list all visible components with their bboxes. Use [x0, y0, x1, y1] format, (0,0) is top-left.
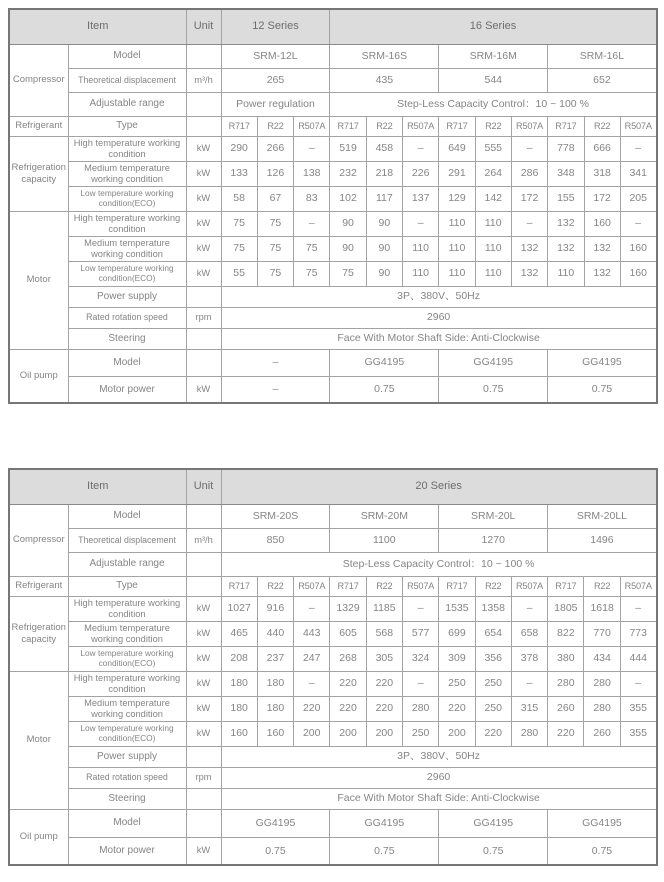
row-label-cell: Low temperature working condition(ECO)	[68, 186, 186, 211]
unit-cell: kW	[186, 671, 221, 696]
value-cell: 1496	[548, 528, 657, 552]
value-cell: 75	[294, 261, 330, 286]
value-cell: SRM-16L	[548, 44, 657, 68]
header-cell: 16 Series	[330, 9, 657, 44]
value-cell: 132	[511, 261, 547, 286]
value-cell: 250	[475, 696, 511, 721]
value-cell: 658	[511, 621, 547, 646]
header-cell: Item	[9, 9, 186, 44]
value-cell: 1027	[221, 596, 257, 621]
value-cell: 378	[511, 646, 547, 671]
value-cell: 822	[548, 621, 584, 646]
unit-cell	[186, 286, 221, 307]
value-cell: 220	[366, 696, 402, 721]
row-label-cell: Rated rotation speed	[68, 307, 186, 328]
category-cell: Refrigeration capacity	[9, 596, 68, 671]
refrigerant-cell: R717	[439, 116, 475, 136]
value-cell: 318	[584, 161, 620, 186]
unit-cell: kW	[186, 161, 221, 186]
unit-cell: kW	[186, 646, 221, 671]
value-cell: 544	[439, 68, 548, 92]
value-cell: 102	[330, 186, 366, 211]
unit-cell	[186, 92, 221, 116]
row-label-cell: Low temperature working condition(ECO)	[68, 261, 186, 286]
value-cell: GG4195	[548, 349, 657, 376]
refrigerant-cell: R717	[439, 576, 475, 596]
unit-cell: kW	[186, 236, 221, 261]
row-label-cell: Theoretical displacement	[68, 68, 186, 92]
value-cell: 280	[584, 696, 620, 721]
unit-cell: kW	[186, 721, 221, 746]
refrigerant-cell: R507A	[294, 116, 330, 136]
value-cell: –	[294, 596, 330, 621]
value-cell: GG4195	[439, 349, 548, 376]
row-label-cell: Model	[68, 44, 186, 68]
unit-cell: rpm	[186, 307, 221, 328]
value-cell: –	[511, 671, 547, 696]
refrigerant-cell: R22	[257, 576, 293, 596]
value-cell: 434	[584, 646, 620, 671]
value-cell: 444	[620, 646, 656, 671]
value-cell: –	[620, 136, 656, 161]
value-cell: 1805	[548, 596, 584, 621]
value-cell: 260	[584, 721, 620, 746]
value-cell: 160	[620, 261, 656, 286]
value-cell: 110	[548, 261, 584, 286]
value-cell: –	[511, 211, 547, 236]
value-cell: –	[403, 211, 439, 236]
value-cell: 90	[366, 236, 402, 261]
value-cell: SRM-20S	[221, 504, 330, 528]
value-cell: 55	[221, 261, 257, 286]
value-cell: 773	[620, 621, 656, 646]
spec-table-20-series	[8, 468, 658, 866]
unit-cell: kW	[186, 376, 221, 403]
refrigerant-cell: R507A	[620, 576, 656, 596]
value-cell: SRM-20M	[330, 504, 439, 528]
value-cell: 435	[330, 68, 439, 92]
value-cell: 260	[548, 696, 584, 721]
value-cell: 110	[403, 261, 439, 286]
value-cell: 226	[403, 161, 439, 186]
value-cell: 290	[221, 136, 257, 161]
value-cell: 250	[475, 671, 511, 696]
row-label-cell: Theoretical displacement	[68, 528, 186, 552]
unit-cell	[186, 504, 221, 528]
value-cell: SRM-20L	[439, 504, 548, 528]
category-cell: Oil pump	[9, 349, 68, 403]
value-cell: 280	[584, 671, 620, 696]
row-label-cell: Medium temperature working condition	[68, 696, 186, 721]
header-cell: Unit	[186, 469, 221, 504]
row-label-cell: High temperature working condition	[68, 671, 186, 696]
value-cell: 180	[257, 671, 293, 696]
value-cell: 110	[439, 236, 475, 261]
row-label-cell: High temperature working condition	[68, 211, 186, 236]
value-cell: 160	[584, 211, 620, 236]
value-cell: 324	[402, 646, 438, 671]
value-cell: 1618	[584, 596, 620, 621]
category-cell: Oil pump	[9, 809, 68, 865]
value-cell: GG4195	[221, 809, 330, 837]
value-cell: 0.75	[548, 837, 657, 865]
category-cell: Motor	[9, 211, 68, 349]
unit-cell	[186, 552, 221, 576]
value-cell: –	[221, 349, 330, 376]
value-cell: 137	[403, 186, 439, 211]
value-cell: 778	[548, 136, 584, 161]
value-cell: 265	[221, 68, 330, 92]
category-cell: Refrigeration capacity	[9, 136, 68, 211]
value-cell: GG4195	[330, 809, 439, 837]
value-cell: Face With Motor Shaft Side: Anti-Clockwise	[221, 788, 657, 809]
refrigerant-cell: R22	[366, 576, 402, 596]
value-cell: Face With Motor Shaft Side: Anti-Clockwise	[221, 328, 657, 349]
value-cell: 110	[475, 236, 511, 261]
value-cell: 155	[548, 186, 584, 211]
refrigerant-cell: R507A	[403, 116, 439, 136]
value-cell: 237	[257, 646, 293, 671]
spec-table-12-16-series	[8, 8, 658, 404]
value-cell: 75	[330, 261, 366, 286]
refrigerant-cell: R22	[366, 116, 402, 136]
value-cell: 577	[402, 621, 438, 646]
row-label-cell: Adjustable range	[68, 552, 186, 576]
unit-cell	[186, 788, 221, 809]
unit-cell	[186, 44, 221, 68]
row-label-cell: Power supply	[68, 746, 186, 767]
value-cell: –	[620, 671, 656, 696]
category-cell: Compressor	[9, 504, 68, 576]
unit-cell	[186, 328, 221, 349]
value-cell: 250	[439, 671, 475, 696]
value-cell: 117	[366, 186, 402, 211]
value-cell: 142	[475, 186, 511, 211]
value-cell: 916	[257, 596, 293, 621]
value-cell: 110	[403, 236, 439, 261]
value-cell: 83	[294, 186, 330, 211]
value-cell: 348	[548, 161, 584, 186]
unit-cell: kW	[186, 211, 221, 236]
value-cell: Power regulation	[221, 92, 330, 116]
row-label-cell: Medium temperature working condition	[68, 161, 186, 186]
row-label-cell: Low temperature working condition(ECO)	[68, 646, 186, 671]
value-cell: 355	[620, 721, 656, 746]
value-cell: 58	[221, 186, 257, 211]
value-cell: 440	[257, 621, 293, 646]
value-cell: 180	[257, 696, 293, 721]
value-cell: 129	[439, 186, 475, 211]
value-cell: –	[511, 136, 547, 161]
value-cell: 555	[475, 136, 511, 161]
unit-cell: m³/h	[186, 528, 221, 552]
refrigerant-cell: R507A	[511, 116, 547, 136]
refrigerant-cell: R717	[548, 576, 584, 596]
refrigerant-cell: R507A	[511, 576, 547, 596]
refrigerant-cell: R507A	[402, 576, 438, 596]
value-cell: 220	[548, 721, 584, 746]
value-cell: –	[620, 211, 656, 236]
value-cell: 75	[257, 211, 293, 236]
value-cell: 770	[584, 621, 620, 646]
value-cell: 341	[620, 161, 656, 186]
value-cell: 291	[439, 161, 475, 186]
value-cell: 305	[366, 646, 402, 671]
value-cell: 132	[584, 261, 620, 286]
value-cell: 172	[511, 186, 547, 211]
unit-cell: rpm	[186, 767, 221, 788]
unit-cell: kW	[186, 136, 221, 161]
value-cell: 220	[330, 671, 366, 696]
row-label-cell: Type	[68, 116, 186, 136]
row-label-cell: Low temperature working condition(ECO)	[68, 721, 186, 746]
value-cell: 458	[366, 136, 402, 161]
value-cell: 280	[511, 721, 547, 746]
value-cell: 3P、380V、50Hz	[221, 746, 657, 767]
value-cell: 355	[620, 696, 656, 721]
row-label-cell: High temperature working condition	[68, 136, 186, 161]
value-cell: –	[294, 671, 330, 696]
value-cell: 220	[294, 696, 330, 721]
unit-cell	[186, 809, 221, 837]
unit-cell	[186, 576, 221, 596]
value-cell: 280	[548, 671, 584, 696]
row-label-cell: Medium temperature working condition	[68, 621, 186, 646]
value-cell: 200	[439, 721, 475, 746]
unit-cell: kW	[186, 186, 221, 211]
value-cell: 200	[330, 721, 366, 746]
value-cell: 180	[221, 696, 257, 721]
row-label-cell: Adjustable range	[68, 92, 186, 116]
value-cell: 0.75	[439, 837, 548, 865]
value-cell: 2960	[221, 307, 657, 328]
value-cell: 1270	[439, 528, 548, 552]
value-cell: –	[620, 596, 656, 621]
value-cell: SRM-16M	[439, 44, 548, 68]
value-cell: GG4195	[439, 809, 548, 837]
category-cell: Refrigerant	[9, 576, 68, 596]
value-cell: 172	[584, 186, 620, 211]
row-label-cell: High temperature working condition	[68, 596, 186, 621]
value-cell: 0.75	[548, 376, 657, 403]
refrigerant-cell: R22	[257, 116, 293, 136]
header-cell: Item	[9, 469, 186, 504]
value-cell: 0.75	[439, 376, 548, 403]
value-cell: 0.75	[330, 376, 439, 403]
value-cell: 75	[221, 236, 257, 261]
refrigerant-cell: R717	[221, 116, 257, 136]
value-cell: 75	[257, 261, 293, 286]
value-cell: 160	[620, 236, 656, 261]
value-cell: 247	[294, 646, 330, 671]
value-cell: 250	[402, 721, 438, 746]
row-label-cell: Model	[68, 504, 186, 528]
value-cell: 160	[257, 721, 293, 746]
value-cell: 110	[439, 261, 475, 286]
value-cell: 286	[511, 161, 547, 186]
header-cell: 12 Series	[221, 9, 330, 44]
row-label-cell: Motor power	[68, 376, 186, 403]
value-cell: 652	[548, 68, 657, 92]
value-cell: 126	[257, 161, 293, 186]
value-cell: 132	[548, 236, 584, 261]
unit-cell	[186, 349, 221, 376]
unit-cell: kW	[186, 621, 221, 646]
value-cell: 220	[475, 721, 511, 746]
value-cell: 519	[330, 136, 366, 161]
value-cell: SRM-20LL	[548, 504, 657, 528]
value-cell: 200	[294, 721, 330, 746]
value-cell: GG4195	[330, 349, 439, 376]
unit-cell: m³/h	[186, 68, 221, 92]
unit-cell	[186, 746, 221, 767]
row-label-cell: Steering	[68, 788, 186, 809]
value-cell: 160	[221, 721, 257, 746]
value-cell: 850	[221, 528, 330, 552]
row-label-cell: Medium temperature working condition	[68, 236, 186, 261]
header-cell: Unit	[186, 9, 221, 44]
value-cell: 380	[548, 646, 584, 671]
value-cell: 264	[475, 161, 511, 186]
value-cell: SRM-12L	[221, 44, 330, 68]
value-cell: 132	[548, 211, 584, 236]
value-cell: 266	[257, 136, 293, 161]
value-cell: 1329	[330, 596, 366, 621]
value-cell: 90	[366, 261, 402, 286]
refrigerant-cell: R717	[221, 576, 257, 596]
value-cell: 0.75	[330, 837, 439, 865]
value-cell: 67	[257, 186, 293, 211]
unit-cell: kW	[186, 596, 221, 621]
refrigerant-cell: R717	[548, 116, 584, 136]
unit-cell: kW	[186, 261, 221, 286]
unit-cell: kW	[186, 696, 221, 721]
value-cell: 268	[330, 646, 366, 671]
refrigerant-cell: R507A	[620, 116, 656, 136]
category-cell: Motor	[9, 671, 68, 809]
value-cell: –	[294, 211, 330, 236]
row-label-cell: Model	[68, 809, 186, 837]
value-cell: 90	[366, 211, 402, 236]
row-label-cell: Steering	[68, 328, 186, 349]
value-cell: 220	[330, 696, 366, 721]
value-cell: 699	[439, 621, 475, 646]
value-cell: 649	[439, 136, 475, 161]
value-cell: –	[402, 596, 438, 621]
value-cell: 205	[620, 186, 656, 211]
value-cell: 0.75	[221, 837, 330, 865]
category-cell: Compressor	[9, 44, 68, 116]
refrigerant-cell: R22	[584, 576, 620, 596]
value-cell: SRM-16S	[330, 44, 439, 68]
value-cell: 218	[366, 161, 402, 186]
value-cell: –	[511, 596, 547, 621]
value-cell: 133	[221, 161, 257, 186]
value-cell: –	[403, 136, 439, 161]
value-cell: 90	[330, 236, 366, 261]
unit-cell: kW	[186, 837, 221, 865]
refrigerant-cell: R717	[330, 576, 366, 596]
row-label-cell: Rated rotation speed	[68, 767, 186, 788]
value-cell: 75	[221, 211, 257, 236]
refrigerant-cell: R22	[584, 116, 620, 136]
value-cell: –	[294, 136, 330, 161]
value-cell: 666	[584, 136, 620, 161]
value-cell: 356	[475, 646, 511, 671]
value-cell: 75	[294, 236, 330, 261]
value-cell: 232	[330, 161, 366, 186]
value-cell: 605	[330, 621, 366, 646]
refrigerant-cell: R717	[330, 116, 366, 136]
row-label-cell: Power supply	[68, 286, 186, 307]
value-cell: 315	[511, 696, 547, 721]
refrigerant-cell: R22	[475, 116, 511, 136]
row-label-cell: Motor power	[68, 837, 186, 865]
value-cell: 465	[221, 621, 257, 646]
value-cell: 138	[294, 161, 330, 186]
value-cell: 309	[439, 646, 475, 671]
value-cell: 200	[366, 721, 402, 746]
value-cell: 132	[511, 236, 547, 261]
value-cell: –	[221, 376, 330, 403]
value-cell: 110	[439, 211, 475, 236]
value-cell: 280	[402, 696, 438, 721]
refrigerant-cell: R22	[475, 576, 511, 596]
row-label-cell: Model	[68, 349, 186, 376]
value-cell: 568	[366, 621, 402, 646]
value-cell: 208	[221, 646, 257, 671]
unit-cell	[186, 116, 221, 136]
value-cell: 1358	[475, 596, 511, 621]
value-cell: Step-Less Capacity Control：10 ~ 100 %	[221, 552, 657, 576]
value-cell: 132	[584, 236, 620, 261]
value-cell: 220	[366, 671, 402, 696]
value-cell: –	[402, 671, 438, 696]
value-cell: 443	[294, 621, 330, 646]
value-cell: GG4195	[548, 809, 657, 837]
value-cell: 90	[330, 211, 366, 236]
value-cell: 1535	[439, 596, 475, 621]
value-cell: 110	[475, 211, 511, 236]
value-cell: 1185	[366, 596, 402, 621]
value-cell: 75	[257, 236, 293, 261]
value-cell: 220	[439, 696, 475, 721]
refrigerant-cell: R507A	[294, 576, 330, 596]
row-label-cell: Type	[68, 576, 186, 596]
value-cell: 110	[475, 261, 511, 286]
category-cell: Refrigerant	[9, 116, 68, 136]
value-cell: 1100	[330, 528, 439, 552]
value-cell: 654	[475, 621, 511, 646]
value-cell: 180	[221, 671, 257, 696]
header-cell: 20 Series	[221, 469, 657, 504]
value-cell: 3P、380V、50Hz	[221, 286, 657, 307]
value-cell: Step-Less Capacity Control：10 ~ 100 %	[330, 92, 657, 116]
value-cell: 2960	[221, 767, 657, 788]
